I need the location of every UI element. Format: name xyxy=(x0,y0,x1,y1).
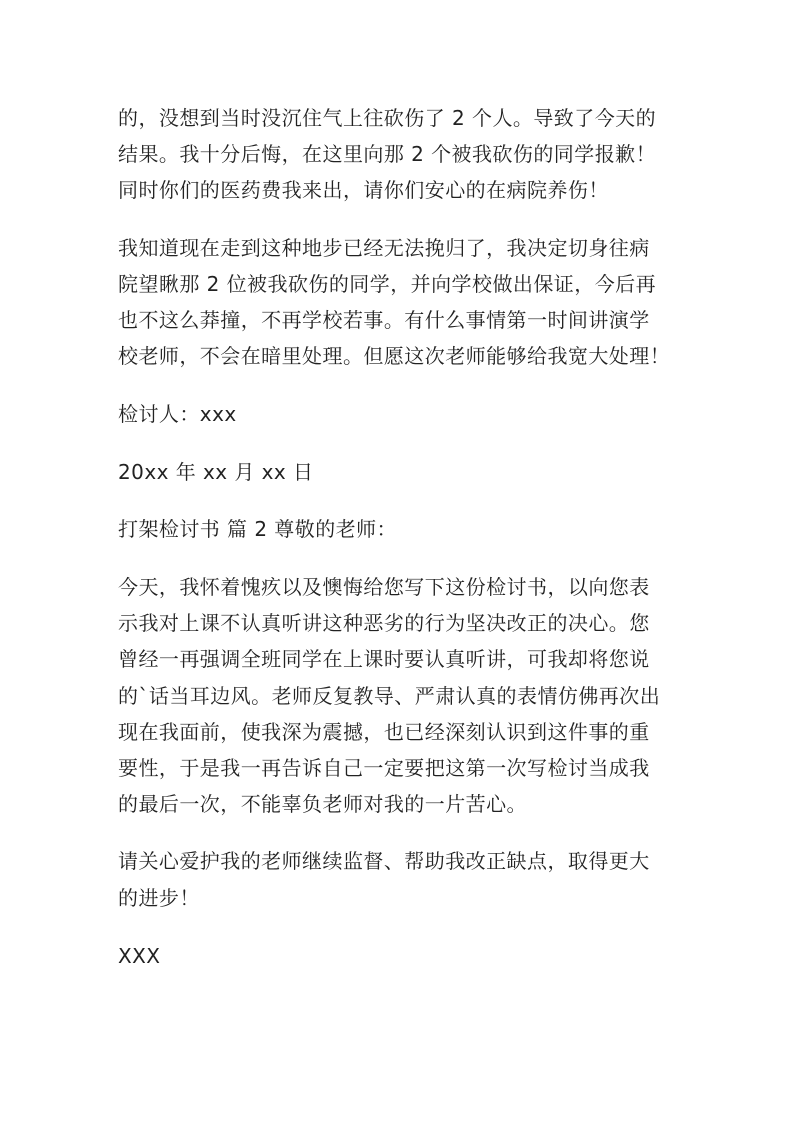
section-heading-greeting xyxy=(118,511,678,547)
text-line: 也不这么莽撞，不再学校若事。有什么事情第一时间讲演学 xyxy=(118,308,650,333)
paragraph-promise xyxy=(118,230,678,375)
document-page xyxy=(118,100,678,974)
signature-line xyxy=(118,396,678,432)
paragraph-request xyxy=(118,843,678,915)
paragraph-apology-conclusion xyxy=(118,100,678,209)
text-line: 示我对上课不认真听讲这种恶劣的行为坚决改正的决心。您 xyxy=(118,611,650,636)
text-line: 20xx 年 xx 月 xx 日 xyxy=(118,459,314,484)
text-line: 要性，于是我一再告诉自己一定要把这第一次写检讨当成我 xyxy=(118,756,650,781)
text-line: 的最后一次，不能辜负老师对我的一片苦心。 xyxy=(118,792,527,817)
text-line: 曾经一再强调全班同学在上课时要认真听讲，可我却将您说 xyxy=(118,647,650,672)
text-line: 的`话当耳边风。老师反复教导、严肃认真的表情仿佛再次出 xyxy=(118,683,661,708)
text-line: 请关心爱护我的老师继续监督、帮助我改正缺点，取得更大 xyxy=(118,849,650,874)
text-line: 的，没想到当时没沉住气上往砍伤了 2 个人。导致了今天的 xyxy=(118,106,657,130)
text-line: 我知道现在走到这种地步已经无法挽归了，我决定切身往病 xyxy=(118,235,650,260)
text-line: 结果。我十分后悔，在这里向那 2 个被我砍伤的同学报歉！ xyxy=(118,142,657,167)
text-line: 检讨人：xxx xyxy=(118,402,237,427)
text-line: 现在我面前，使我深为震撼，也已经深刻认识到这件事的重 xyxy=(118,719,650,744)
text-line: 打架检讨书 篇 2 尊敬的老师： xyxy=(118,516,397,541)
text-line: 院望瞅那 2 位被我砍伤的同学，并向学校做出保证，今后再 xyxy=(118,271,657,296)
text-line: 的进步！ xyxy=(118,885,200,910)
text-line: 同时你们的医药费我来出，请你们安心的在病院养伤！ xyxy=(118,178,609,203)
text-line: XXX xyxy=(118,943,161,968)
text-line: 校老师，不会在暗里处理。但愿这次老师能够给我宽大处理！ xyxy=(118,344,671,369)
signature-name xyxy=(118,938,678,974)
paragraph-main-body xyxy=(118,569,678,822)
text-line: 今天，我怀着愧疚以及懊悔给您写下这份检讨书，以向您表 xyxy=(118,575,650,600)
date-line xyxy=(118,454,678,490)
